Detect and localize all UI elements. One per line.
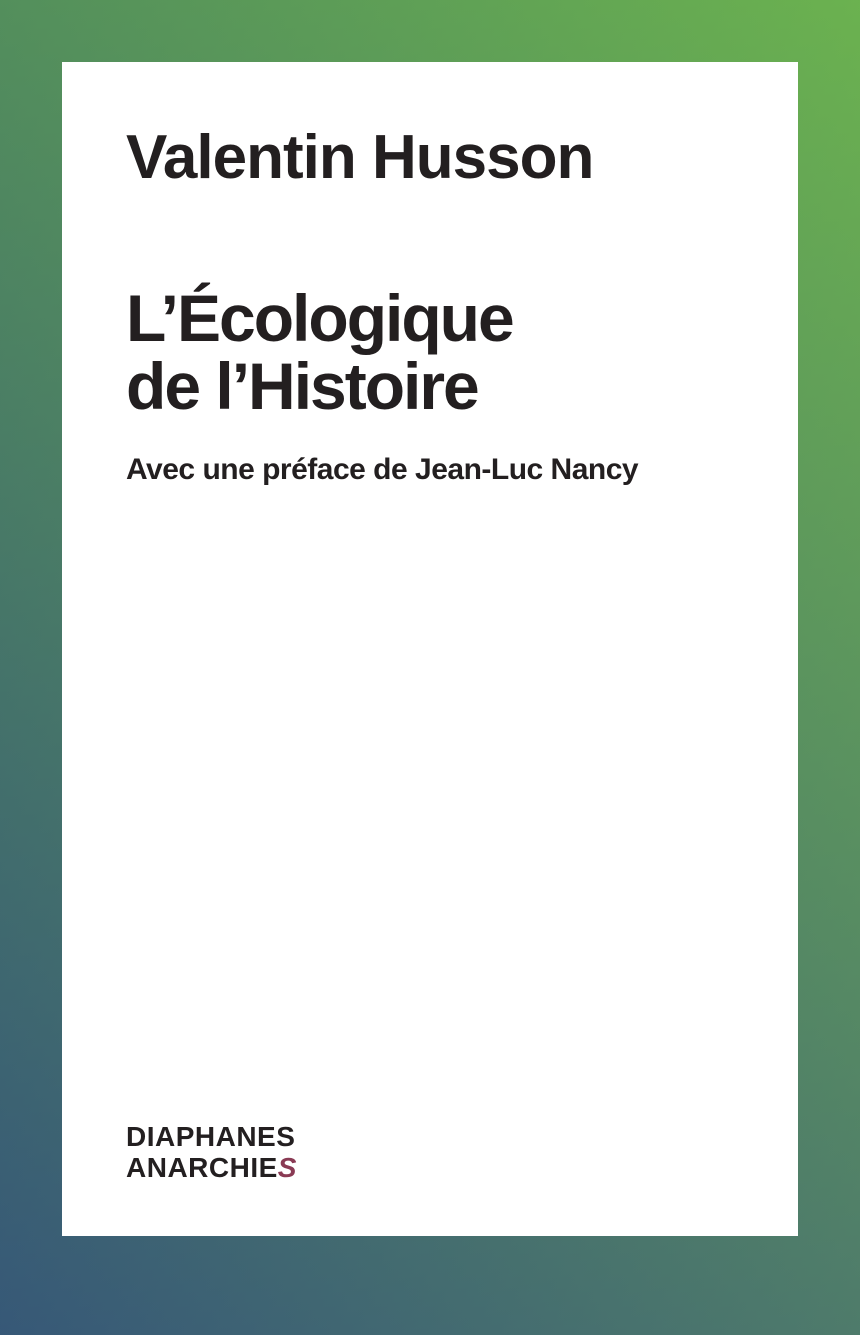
imprint-series (126, 1152, 297, 1183)
imprint-series-accent-s: S (277, 1152, 297, 1183)
subtitle-preface: Avec une préface de Jean-Luc Nancy (126, 453, 639, 486)
book-cover-page (62, 62, 798, 1236)
publisher-imprint (126, 1121, 297, 1183)
book-title-line1: L’Écologique (126, 281, 513, 355)
book-title (126, 281, 513, 423)
book-title-line2: de l’Histoire (126, 349, 478, 423)
publisher-name: DIAPHANES (126, 1121, 296, 1152)
imprint-series-main: ANARCHIE (126, 1152, 278, 1183)
author-name: Valentin Husson (126, 123, 594, 192)
